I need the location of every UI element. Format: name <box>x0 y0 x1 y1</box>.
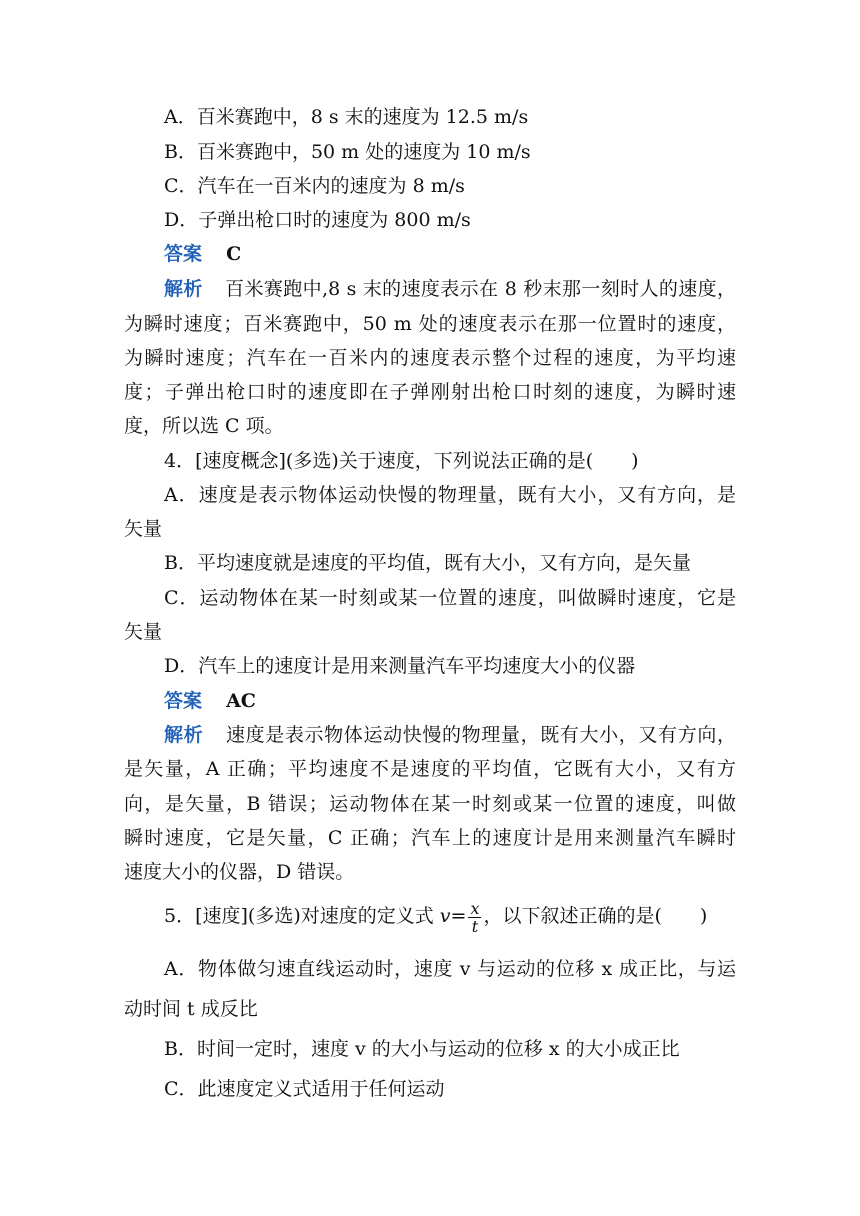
q4-option-c-line-2: 矢量 <box>124 621 163 643</box>
q4-answer <box>164 688 256 714</box>
q4-analysis-line-2: 是矢量，A 正确；平均速度不是速度的平均值，它既有大小，又有方 <box>124 758 736 780</box>
q3-answer <box>164 241 241 267</box>
q5-option-b: B．时间一定时，速度 v 的大小与运动的位移 x 的大小成正比 <box>164 1038 680 1060</box>
q3-option-b: B．百米赛跑中，50 m 处的速度为 10 m/s <box>164 141 531 163</box>
formula-fraction <box>468 900 481 935</box>
q5-option-a-line-1: A．物体做匀速直线运动时，速度 v 与运动的位移 x 成正比，与运 <box>164 958 736 980</box>
q3-analysis-line-1 <box>164 276 736 302</box>
q4-option-a-line-1: A．速度是表示物体运动快慢的物理量，既有大小，又有方向，是 <box>164 484 736 506</box>
q5-stem-suffix: ，以下叙述正确的是( ) <box>483 905 708 927</box>
q4-option-b: B．平均速度就是速度的平均值，既有大小，又有方向，是矢量 <box>164 552 691 574</box>
formula-denominator: t <box>471 916 479 936</box>
q3-option-d: D．子弹出枪口时的速度为 800 m/s <box>164 209 471 231</box>
q4-option-a-line-2: 矢量 <box>124 518 163 540</box>
q3-option-a: A．百米赛跑中，8 s 末的速度为 12.5 m/s <box>164 106 529 128</box>
analysis-text: 百米赛跑中,8 s 末的速度表示在 8 秒末那一刻时人的速度， <box>225 278 736 300</box>
analysis-text: 速度是表示物体运动快慢的物理量，既有大小，又有方向， <box>225 724 736 746</box>
q4-analysis-line-3: 向，是矢量，B 错误；运动物体在某一时刻或某一位置的速度，叫做 <box>124 793 736 815</box>
q4-analysis-line-1 <box>164 722 736 748</box>
q3-analysis-line-2: 为瞬时速度；百米赛跑中，50 m 处的速度表示在那一位置时的速度， <box>124 313 736 335</box>
q4-stem: 4．[速度概念](多选)关于速度，下列说法正确的是( ) <box>164 450 639 472</box>
q5-option-a-line-2: 动时间 t 成反比 <box>124 998 258 1020</box>
formula-velocity: v <box>439 905 451 927</box>
q5-stem <box>164 898 707 935</box>
formula-equals: = <box>450 905 467 927</box>
q3-analysis-line-5: 度，所以选 C 项。 <box>124 415 284 437</box>
formula-numerator: x <box>470 898 480 918</box>
q3-option-c: C．汽车在一百米内的速度为 8 m/s <box>164 175 465 197</box>
answer-value: AC <box>226 690 256 712</box>
analysis-label: 解析 <box>164 278 203 300</box>
q3-analysis-line-4: 度；子弹出枪口时的速度即在子弹刚射出枪口时刻的速度，为瞬时速 <box>124 381 736 403</box>
q4-option-d: D．汽车上的速度计是用来测量汽车平均速度大小的仪器 <box>164 655 636 677</box>
q4-option-c-line-1: C．运动物体在某一时刻或某一位置的速度，叫做瞬时速度，它是 <box>164 587 736 609</box>
answer-label: 答案 <box>164 690 203 712</box>
q4-analysis-line-4: 瞬时速度，它是矢量，C 正确；汽车上的速度计是用来测量汽车瞬时 <box>124 827 736 849</box>
q5-option-c: C．此速度定义式适用于任何运动 <box>164 1078 445 1100</box>
q3-analysis-line-3: 为瞬时速度；汽车在一百米内的速度表示整个过程的速度，为平均速 <box>124 347 736 369</box>
answer-label: 答案 <box>164 243 203 265</box>
analysis-label: 解析 <box>164 724 204 746</box>
q4-analysis-line-5: 速度大小的仪器，D 错误。 <box>124 861 355 883</box>
answer-value: C <box>226 243 242 265</box>
q5-stem-prefix: 5．[速度](多选)对速度的定义式 <box>164 905 440 927</box>
